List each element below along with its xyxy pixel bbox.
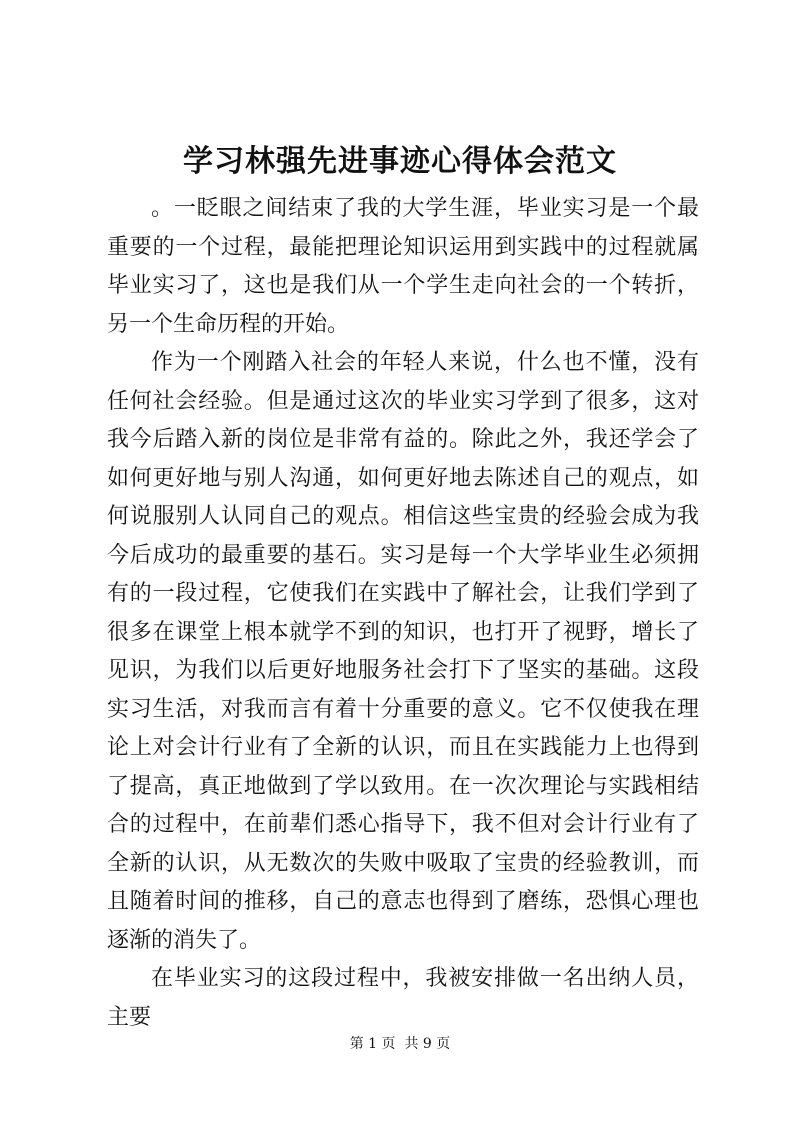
document-title: 学习林强先进事迹心得体会范文 — [183, 144, 617, 179]
page-footer — [0, 1034, 800, 1054]
document-body — [107, 190, 699, 1030]
page-total: 共 9 页 — [404, 1036, 451, 1052]
paragraph-2: 作为一个刚踏入社会的年轻人来说，什么也不懂，没有任何社会经验。但是通过这次的毕业实习学到了很多，这对我今后踏入新的岗位是非常有益的。除此之外，我还学会了如何更好地与别人沟通，如何更好地去陈述自己的观点，如何说服别人认同自己的观点。相信这些宝贵的经验会成为我今后成功的最重要的基石。实习是每一个大学毕业生必须拥有的一段过程，它使我们在实践中了解社会，让我们学到了很多在课堂上根本就学不到的知识，也打开了视野，增长了见识，为我们以后更好地服务社会打下了坚实的基础。这段实习生活，对我而言有着十分重要的意义。它不仅使我在理论上对会计行业有了全新的认识，而且在实践能力上也得到了提高，真正地做到了学以致用。在一次次理论与实践相结合的过程中，在前辈们悉心指导下，我不但对会计行业有了全新的认识，从无数次的失败中吸取了宝贵的经验教训，而且随着时间的推移，自己的意志也得到了磨练，恐惧心理也逐渐的消失了。 — [107, 350, 699, 953]
paragraph-3: 在毕业实习的这段过程中，我被安排做一名出纳人员，主要 — [107, 966, 699, 1030]
paragraph-1: 。一眨眼之间结束了我的大学生涯，毕业实习是一个最重要的一个过程，最能把理论知识运用到实践中的过程就属毕业实习了，这也是我们从一个学生走向社会的一个转折，另一个生命历程的开始。 — [107, 196, 699, 337]
page-number: 第 1 页 — [349, 1036, 396, 1052]
